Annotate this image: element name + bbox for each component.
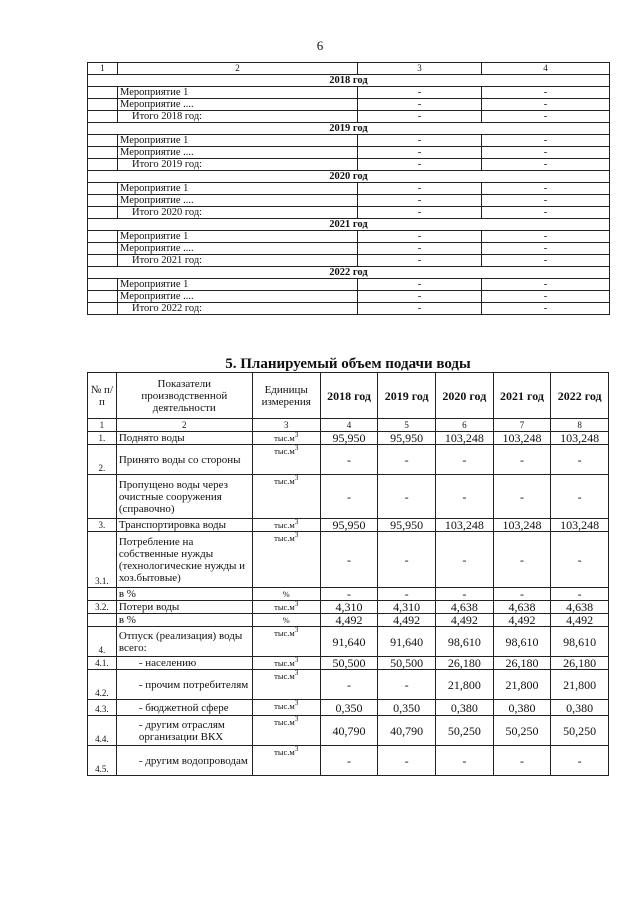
value-cell: - [320, 588, 378, 601]
value-cell: 50,500 [320, 657, 378, 670]
index-cell: 1 [88, 419, 117, 432]
year-row [88, 267, 610, 279]
row-number: 1. [88, 432, 117, 445]
value-cell: - [493, 588, 551, 601]
measure-row [88, 135, 610, 147]
measure-row [88, 195, 610, 207]
header-year: 2020 год [436, 373, 494, 419]
measure-value: - [482, 291, 610, 303]
unit-superscript: 3 [294, 474, 299, 483]
value-cell: - [436, 445, 494, 475]
year-row [88, 171, 610, 183]
value-cell: 50,250 [551, 716, 609, 746]
value-cell: 91,640 [378, 627, 436, 657]
measure-row [88, 111, 610, 123]
unit-text: тыс.м [274, 433, 295, 443]
measure-value: - [358, 279, 482, 291]
measure-value: - [358, 99, 482, 111]
row-number: 3.2. [88, 601, 117, 614]
unit-text: тыс.м [274, 747, 295, 757]
water-supply-table-body [88, 373, 609, 776]
unit-text: тыс.м [274, 520, 295, 530]
measure-value: - [358, 231, 482, 243]
value-cell: - [378, 588, 436, 601]
value-cell: 98,610 [493, 627, 551, 657]
value-cell: - [493, 475, 551, 519]
measure-row [88, 87, 610, 99]
measure-name: Мероприятие .... [118, 195, 358, 207]
value-cell: 103,248 [551, 432, 609, 445]
indicator-name: Отпуск (реализация) воды всего: [116, 627, 252, 657]
indicator-name: Поднято воды [116, 432, 252, 445]
header-year: 2019 год [378, 373, 436, 419]
table-row [88, 588, 609, 601]
table-row [88, 601, 609, 614]
unit-superscript: 3 [294, 745, 299, 754]
value-cell: 21,800 [436, 670, 494, 700]
measure-value: - [358, 255, 482, 267]
measure-value: - [358, 195, 482, 207]
value-cell: 4,310 [320, 601, 378, 614]
value-cell: - [436, 746, 494, 776]
header-unit: Единицы измерения [252, 373, 320, 419]
year-label: 2020 год [88, 171, 610, 183]
unit-superscript: 3 [294, 531, 299, 540]
value-cell: 0,350 [378, 700, 436, 716]
measure-row [88, 99, 610, 111]
measure-value: - [482, 111, 610, 123]
unit-text: тыс.м [274, 628, 295, 638]
row-num-cell [88, 159, 118, 171]
value-cell: - [551, 588, 609, 601]
measure-name: Итого 2019 год: [118, 159, 358, 171]
unit-cell [252, 432, 320, 445]
measure-name: Мероприятие .... [118, 291, 358, 303]
measure-value: - [482, 159, 610, 171]
unit-text: тыс.м [274, 717, 295, 727]
measure-value: - [482, 135, 610, 147]
value-cell: 98,610 [436, 627, 494, 657]
measure-name: Мероприятие .... [118, 99, 358, 111]
unit-superscript: 3 [294, 715, 299, 724]
header-year: 2022 год [551, 373, 609, 419]
value-cell: - [493, 532, 551, 588]
value-cell: 95,950 [320, 432, 378, 445]
year-label: 2021 год [88, 219, 610, 231]
value-cell: - [320, 532, 378, 588]
row-number [88, 614, 117, 627]
row-number: 4.2. [88, 670, 117, 700]
header-cell: 1 [88, 63, 118, 75]
unit-text: тыс.м [274, 476, 295, 486]
measure-value: - [358, 183, 482, 195]
measure-value: - [358, 159, 482, 171]
unit-text: тыс.м [274, 671, 295, 681]
page-number: 6 [316, 38, 324, 53]
unit-superscript: 3 [294, 699, 299, 708]
unit-superscript: 3 [294, 669, 299, 678]
value-cell: 4,638 [493, 601, 551, 614]
value-cell: 4,492 [320, 614, 378, 627]
value-cell: 98,610 [551, 627, 609, 657]
value-cell: 103,248 [493, 432, 551, 445]
value-cell: 40,790 [320, 716, 378, 746]
indicator-name: в % [116, 588, 252, 601]
unit-text: тыс.м [274, 701, 295, 711]
measure-value: - [482, 99, 610, 111]
value-cell: - [436, 532, 494, 588]
row-num-cell [88, 183, 118, 195]
table-row [88, 627, 609, 657]
measure-row [88, 279, 610, 291]
table-row [88, 700, 609, 716]
row-num-cell [88, 231, 118, 243]
value-cell: - [378, 445, 436, 475]
unit-superscript: 3 [294, 656, 299, 665]
value-cell: 4,492 [493, 614, 551, 627]
measure-row [88, 159, 610, 171]
row-num-cell [88, 135, 118, 147]
measure-value: - [358, 243, 482, 255]
unit-text: % [282, 589, 290, 599]
measure-name: Итого 2018 год: [118, 111, 358, 123]
value-cell: 21,800 [493, 670, 551, 700]
measure-value: - [482, 207, 610, 219]
value-cell: 4,492 [551, 614, 609, 627]
measure-row [88, 243, 610, 255]
unit-cell [252, 532, 320, 588]
row-number: 4.5. [88, 746, 117, 776]
value-cell: - [320, 475, 378, 519]
measure-name: Мероприятие 1 [118, 87, 358, 99]
value-cell: 103,248 [436, 519, 494, 532]
measure-value: - [482, 243, 610, 255]
value-cell: 103,248 [493, 519, 551, 532]
measure-name: Мероприятие 1 [118, 183, 358, 195]
row-number: 4.4. [88, 716, 117, 746]
unit-cell [252, 746, 320, 776]
indicator-name: Потребление на собственные нужды (технологические нужды и хоз.бытовые) [116, 532, 252, 588]
measure-value: - [482, 87, 610, 99]
value-cell: 4,638 [551, 601, 609, 614]
value-cell: 50,250 [436, 716, 494, 746]
measure-name: Мероприятие 1 [118, 135, 358, 147]
table-row [88, 657, 609, 670]
value-cell: 4,492 [378, 614, 436, 627]
measures-table [87, 62, 610, 315]
measure-name: Мероприятие 1 [118, 231, 358, 243]
value-cell: 0,380 [551, 700, 609, 716]
index-cell: 2 [116, 419, 252, 432]
header-cell: 4 [482, 63, 610, 75]
value-cell: 95,950 [320, 519, 378, 532]
measure-name: Мероприятие 1 [118, 279, 358, 291]
measures-table-body [88, 63, 610, 315]
value-cell: - [551, 532, 609, 588]
value-cell: - [436, 475, 494, 519]
row-number [88, 475, 117, 519]
row-number [88, 588, 117, 601]
table2-index-row [88, 419, 609, 432]
row-num-cell [88, 99, 118, 111]
indicator-name: - прочим потребителям [116, 670, 252, 700]
year-row [88, 123, 610, 135]
measure-row [88, 291, 610, 303]
header-year: 2021 год [493, 373, 551, 419]
value-cell: - [436, 588, 494, 601]
indicator-name: - бюджетной сфере [116, 700, 252, 716]
unit-superscript: 3 [294, 626, 299, 635]
value-cell: - [378, 746, 436, 776]
unit-cell [252, 716, 320, 746]
value-cell: - [320, 670, 378, 700]
measure-name: Итого 2022 год: [118, 303, 358, 315]
value-cell: 26,180 [551, 657, 609, 670]
header-cell: 3 [358, 63, 482, 75]
value-cell: 0,380 [493, 700, 551, 716]
row-number: 3. [88, 519, 117, 532]
measure-name: Итого 2020 год: [118, 207, 358, 219]
year-row [88, 219, 610, 231]
unit-cell [252, 627, 320, 657]
table-row [88, 532, 609, 588]
value-cell: 103,248 [551, 519, 609, 532]
unit-cell [252, 657, 320, 670]
header-year: 2018 год [320, 373, 378, 419]
measure-value: - [358, 111, 482, 123]
table-row [88, 432, 609, 445]
value-cell: - [320, 445, 378, 475]
row-number: 4.1. [88, 657, 117, 670]
value-cell: 21,800 [551, 670, 609, 700]
row-num-cell [88, 207, 118, 219]
measure-value: - [482, 231, 610, 243]
measure-row [88, 183, 610, 195]
table2-header-row [88, 373, 609, 419]
value-cell: 4,310 [378, 601, 436, 614]
year-label: 2022 год [88, 267, 610, 279]
table-row [88, 716, 609, 746]
value-cell: - [551, 475, 609, 519]
unit-cell [252, 588, 320, 601]
row-num-cell [88, 147, 118, 159]
measure-name: Итого 2021 год: [118, 255, 358, 267]
index-cell: 7 [493, 419, 551, 432]
unit-text: тыс.м [274, 533, 295, 543]
row-num-cell [88, 111, 118, 123]
row-num-cell [88, 195, 118, 207]
unit-text: тыс.м [274, 658, 295, 668]
value-cell: 0,380 [436, 700, 494, 716]
table-row [88, 614, 609, 627]
indicator-name: - населению [116, 657, 252, 670]
row-num-cell [88, 279, 118, 291]
table-row [88, 519, 609, 532]
unit-cell [252, 445, 320, 475]
measure-value: - [482, 303, 610, 315]
value-cell: - [320, 746, 378, 776]
row-number: 4. [88, 627, 117, 657]
indicator-name: в % [116, 614, 252, 627]
indicator-name: Принято воды со стороны [116, 445, 252, 475]
measure-value: - [482, 279, 610, 291]
table1-header-row [88, 63, 610, 75]
unit-text: % [282, 615, 290, 625]
row-num-cell [88, 291, 118, 303]
unit-cell [252, 670, 320, 700]
unit-cell [252, 614, 320, 627]
indicator-name: Транспортировка воды [116, 519, 252, 532]
value-cell: 0,350 [320, 700, 378, 716]
measure-value: - [358, 87, 482, 99]
value-cell: 95,950 [378, 519, 436, 532]
value-cell: - [551, 445, 609, 475]
value-cell: 4,492 [436, 614, 494, 627]
measure-value: - [358, 291, 482, 303]
header-num: № п/ п [88, 373, 117, 419]
measure-value: - [358, 147, 482, 159]
measure-value: - [482, 195, 610, 207]
year-label: 2018 год [88, 75, 610, 87]
table-row [88, 670, 609, 700]
value-cell: 4,638 [436, 601, 494, 614]
value-cell: - [378, 532, 436, 588]
measure-value: - [482, 183, 610, 195]
unit-superscript: 3 [294, 444, 299, 453]
index-cell: 4 [320, 419, 378, 432]
value-cell: 103,248 [436, 432, 494, 445]
value-cell: - [551, 746, 609, 776]
measure-value: - [482, 147, 610, 159]
row-number: 3.1. [88, 532, 117, 588]
value-cell: 91,640 [320, 627, 378, 657]
table-row [88, 445, 609, 475]
indicator-name: - другим водопроводам [116, 746, 252, 776]
unit-cell [252, 519, 320, 532]
value-cell: - [493, 746, 551, 776]
unit-superscript: 3 [294, 518, 299, 527]
measure-value: - [482, 255, 610, 267]
row-number: 4.3. [88, 700, 117, 716]
indicator-name: Пропущено воды через очистные сооружения (справочно) [116, 475, 252, 519]
row-number: 2. [88, 445, 117, 475]
measure-row [88, 255, 610, 267]
year-label: 2019 год [88, 123, 610, 135]
measure-name: Мероприятие .... [118, 147, 358, 159]
index-cell: 3 [252, 419, 320, 432]
index-cell: 5 [378, 419, 436, 432]
section-title: 5. Планируемый объем подачи воды [225, 356, 471, 372]
header-cell: 2 [118, 63, 358, 75]
value-cell: 26,180 [493, 657, 551, 670]
unit-text: тыс.м [274, 446, 295, 456]
index-cell: 6 [436, 419, 494, 432]
indicator-name: Потери воды [116, 601, 252, 614]
header-indicator: Показатели производственной деятельности [116, 373, 252, 419]
value-cell: 40,790 [378, 716, 436, 746]
unit-text: тыс.м [274, 602, 295, 612]
value-cell: - [378, 670, 436, 700]
measure-row [88, 303, 610, 315]
value-cell: - [493, 445, 551, 475]
unit-superscript: 3 [294, 600, 299, 609]
unit-cell [252, 601, 320, 614]
measure-name: Мероприятие .... [118, 243, 358, 255]
unit-cell [252, 475, 320, 519]
measure-value: - [358, 303, 482, 315]
unit-superscript: 3 [294, 431, 299, 440]
row-num-cell [88, 303, 118, 315]
value-cell: 50,500 [378, 657, 436, 670]
measure-row [88, 147, 610, 159]
table-row [88, 475, 609, 519]
indicator-name: - другим отраслям организации ВКХ [116, 716, 252, 746]
row-num-cell [88, 243, 118, 255]
row-num-cell [88, 87, 118, 99]
value-cell: - [378, 475, 436, 519]
measure-row [88, 231, 610, 243]
unit-cell [252, 700, 320, 716]
year-row [88, 75, 610, 87]
water-supply-table [87, 372, 609, 776]
value-cell: 50,250 [493, 716, 551, 746]
measure-value: - [358, 135, 482, 147]
index-cell: 8 [551, 419, 609, 432]
row-num-cell [88, 255, 118, 267]
value-cell: 95,950 [378, 432, 436, 445]
measure-value: - [358, 207, 482, 219]
value-cell: 26,180 [436, 657, 494, 670]
table-row [88, 746, 609, 776]
measure-row [88, 207, 610, 219]
